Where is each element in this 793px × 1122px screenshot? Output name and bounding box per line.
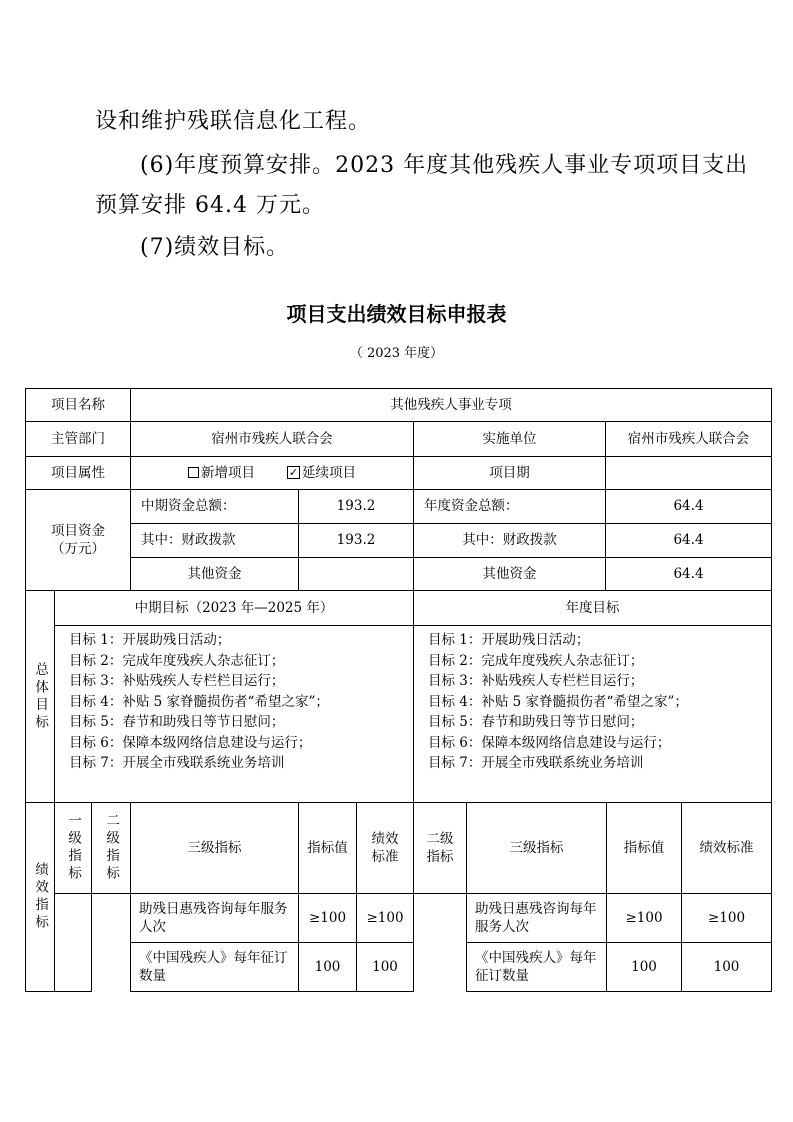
year-goal-item: 目标 5：春节和助残日等节日慰问； [428, 714, 644, 730]
level3-header-right: 三级指标 [466, 802, 607, 894]
mid-goal-list [54, 625, 414, 803]
level1-blank [54, 893, 92, 992]
mid-goal-item: 目标 4：补贴 5 家脊髓损伤者“希望之家”； [69, 693, 329, 710]
mid-total-value: 193.2 [298, 489, 414, 524]
level3-header: 三级指标 [130, 802, 299, 894]
impl-value: 宿州市残疾人联合会 [605, 421, 772, 457]
mid-goal-item: 目标 7：开展全市残联系统业务培训 [69, 755, 285, 771]
year-total-value: 64.4 [605, 489, 772, 524]
body-paragraph-1: 设和维护残联信息化工程。 [95, 109, 372, 134]
year-goal-item: 目标 4：补贴 5 家脊髓损伤者“希望之家”； [428, 693, 688, 710]
year-goal-item: 目标 6：保障本级网络信息建设与运行； [428, 734, 671, 751]
level2-right-blank [413, 893, 467, 992]
indicator-row-1-name-left: 助残日惠残咨询每年服务人次 [130, 893, 299, 943]
overall-goals-label [25, 590, 55, 803]
mid-total-label: 中期资金总额： [130, 489, 299, 524]
standard-header-left: 绩效标准 [356, 802, 414, 894]
indicator-row-2-value-right: 100 [606, 942, 682, 992]
indicator-row-2-standard-left: 100 [356, 942, 414, 992]
form-subtitle: （ 2023 年度） [349, 346, 444, 361]
indicator-row-1-standard-left: ≥100 [356, 893, 414, 943]
body-paragraph-4: (7)绩效目标。 [140, 235, 290, 260]
period-value [605, 456, 772, 490]
indicator-row-1-value-right: ≥100 [606, 893, 682, 943]
dept-label: 主管部门 [25, 421, 131, 457]
funds-label [25, 489, 131, 591]
other-value-left [298, 557, 414, 591]
fiscal-value-left: 193.2 [298, 523, 414, 558]
perf-indicators-label [25, 802, 55, 992]
attr-new-label: 新增项目 [201, 464, 255, 481]
mid-goal-item: 目标 6：保障本级网络信息建设与运行； [69, 734, 312, 751]
project-name-label: 项目名称 [25, 388, 131, 422]
year-goal-list [413, 625, 772, 803]
level2-header-text: 二级指标 [103, 813, 120, 883]
indicator-row-1-value-left: ≥100 [298, 893, 357, 943]
attr-cont-label: 延续项目 [302, 464, 356, 481]
indicator-row-1-standard-right: ≥100 [681, 893, 772, 943]
perf-indicators-label-text: 绩效指标 [32, 862, 49, 932]
fiscal-value-right: 64.4 [605, 523, 772, 558]
indicator-row-2-name-right: 《中国残疾人》每年征订数量 [466, 942, 607, 992]
indicator-row-1-name-right: 助残日惠残咨询每年服务人次 [466, 893, 607, 943]
value-header-right: 指标值 [606, 802, 682, 894]
unchecked-box-icon [188, 467, 199, 478]
fiscal-label-right: 其中：财政拨款 [413, 523, 606, 558]
other-label-left: 其他资金 [130, 557, 299, 591]
standard-header-right: 绩效标准 [681, 802, 772, 894]
mid-goal-item: 目标 3：补贴残疾人专栏栏目运行； [69, 673, 285, 689]
body-paragraph-2: (6)年度预算安排。2023 年度其他残疾人事业专项项目支出 [140, 153, 749, 178]
funds-label-line2: （万元） [51, 541, 105, 557]
year-goal-item: 目标 2：完成年度残疾人杂志征订； [428, 652, 644, 669]
year-goal-item: 目标 3：补贴残疾人专栏栏目运行； [428, 673, 644, 689]
year-goal-header: 年度目标 [413, 590, 772, 626]
checked-box-icon: ✓ [288, 465, 299, 479]
funds-label-line1: 项目资金 [51, 522, 105, 539]
year-goal-item: 目标 1：开展助残日活动； [428, 632, 590, 648]
level2-blank [91, 893, 131, 992]
mid-goal-header: 中期目标（2023 年—2025 年） [54, 590, 414, 626]
level1-header [54, 802, 92, 894]
level2-header [91, 802, 131, 894]
other-value-right: 64.4 [605, 557, 772, 591]
period-label: 项目期 [413, 456, 606, 490]
indicator-row-2-name-left: 《中国残疾人》每年征订数量 [130, 942, 299, 992]
project-name-value: 其他残疾人事业专项 [130, 388, 772, 422]
level2-header-right: 二级指标 [413, 802, 467, 894]
indicator-row-2-standard-right: 100 [681, 942, 772, 992]
year-total-label: 年度资金总额： [413, 489, 606, 524]
level1-header-text: 一级指标 [65, 813, 82, 883]
mid-goal-item: 目标 2：完成年度残疾人杂志征订； [69, 652, 285, 669]
overall-goals-label-text: 总体目标 [32, 661, 49, 732]
body-paragraph-3: 预算安排 64.4 万元。 [95, 193, 325, 218]
mid-goal-item: 目标 1：开展助残日活动； [69, 632, 231, 648]
form-title: 项目支出绩效目标申报表 [286, 302, 507, 326]
value-header: 指标值 [298, 802, 357, 894]
impl-label: 实施单位 [413, 421, 606, 457]
attr-options [130, 456, 414, 490]
indicator-row-2-value-left: 100 [298, 942, 357, 992]
year-goal-item: 目标 7：开展全市残联系统业务培训 [428, 755, 644, 771]
dept-value: 宿州市残疾人联合会 [130, 421, 414, 457]
fiscal-label-left: 其中：财政拨款 [130, 523, 299, 558]
attr-label: 项目属性 [25, 456, 131, 490]
mid-goal-item: 目标 5：春节和助残日等节日慰问； [69, 714, 285, 730]
other-label-right: 其他资金 [413, 557, 606, 591]
